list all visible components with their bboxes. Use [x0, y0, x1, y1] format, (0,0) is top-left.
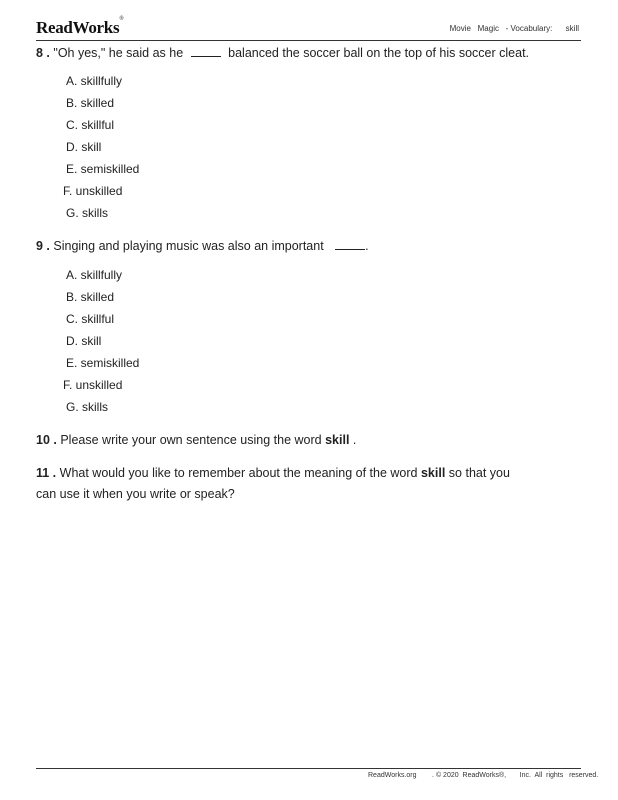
question-text-end: .: [365, 239, 369, 253]
question-number: 10 .: [36, 433, 57, 447]
question-text-end: balanced the soccer ball on the top of his soccer cleat.: [228, 46, 530, 60]
question-text: Please write your own sentence using the word: [60, 433, 322, 447]
question-10: [36, 433, 356, 447]
answer-blank: [335, 248, 365, 250]
option-b: B. skilled: [66, 96, 115, 110]
question-text: "Oh yes," he said as he: [53, 46, 184, 60]
vocabulary-word: skill: [420, 466, 446, 480]
question-text-end: so that you: [448, 466, 510, 480]
header-title: Movie Magic - Vocabulary: skill: [449, 24, 579, 33]
question-number: 9 .: [36, 239, 50, 253]
question-number: 8 .: [36, 46, 50, 60]
page-header: [36, 18, 581, 41]
question-11: [36, 466, 510, 480]
option-c: C. skillful: [66, 118, 115, 132]
question-text: Singing and playing music was also an important: [53, 239, 324, 253]
option-a: A. skillfully: [66, 74, 123, 88]
option-g: G. skills: [66, 206, 108, 220]
option-g: G. skills: [66, 400, 108, 414]
readworks-logo: ReadWorks®: [36, 16, 124, 37]
option-f: F. unskilled: [63, 184, 123, 198]
vocabulary-word: skill: [325, 433, 350, 447]
option-c: C. skillful: [66, 312, 115, 326]
option-b: B. skilled: [66, 290, 115, 304]
question-8: [36, 46, 529, 60]
footer-divider: [36, 768, 581, 769]
question-number: 11 .: [36, 466, 57, 480]
question-text: What would you like to remember about the meaning of the word: [59, 466, 418, 480]
option-e: E. semiskilled: [66, 162, 140, 176]
option-d: D. skill: [66, 334, 102, 348]
answer-blank: [191, 55, 221, 57]
option-f: F. unskilled: [63, 378, 123, 392]
question-9: [36, 239, 369, 253]
question-text-end: .: [352, 433, 357, 447]
option-a: A. skillfully: [66, 268, 123, 282]
option-e: E. semiskilled: [66, 356, 140, 370]
question-11-line-2: can use it when you write or speak?: [36, 487, 235, 501]
option-d: D. skill: [66, 140, 102, 154]
footer-copyright: ReadWorks.org . © 2020 ReadWorks®, Inc. All rights reserved.: [368, 772, 599, 779]
